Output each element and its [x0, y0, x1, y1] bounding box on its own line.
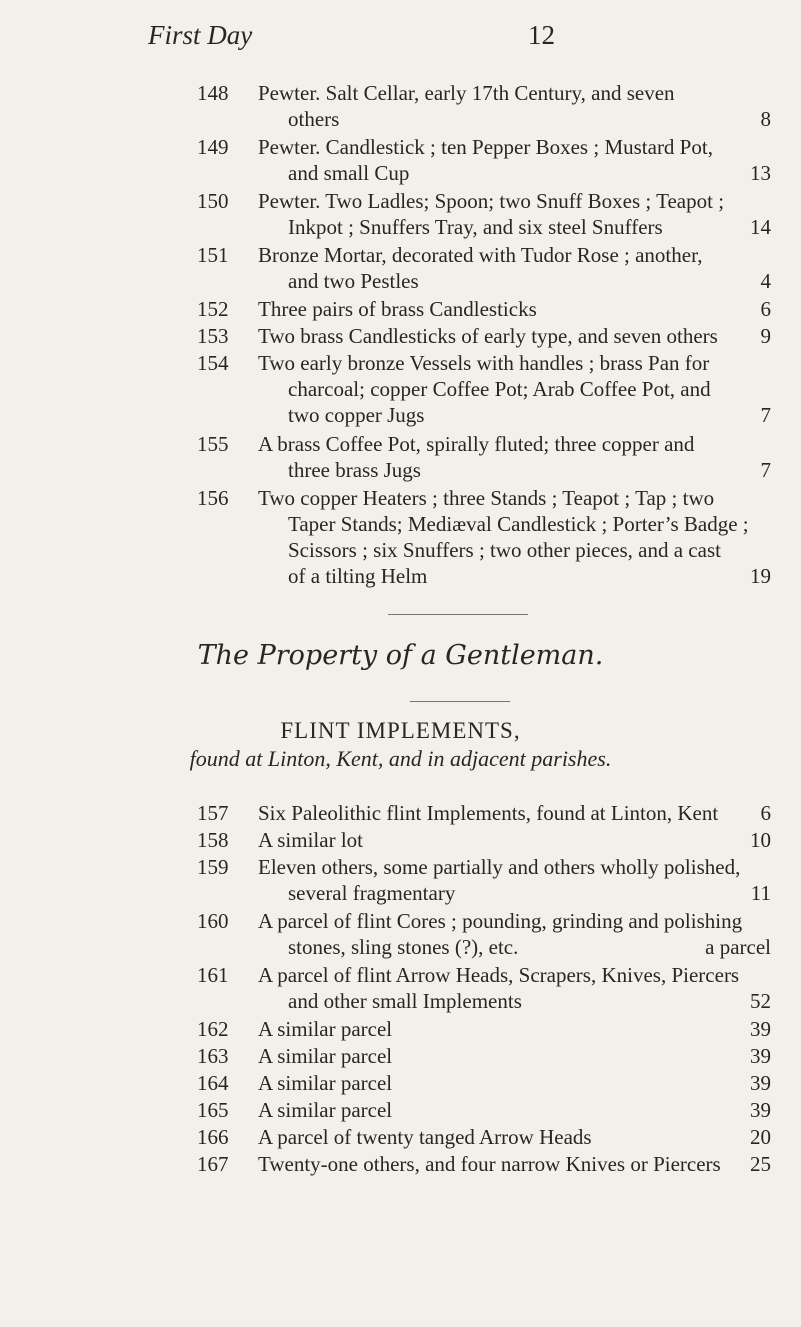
lot-line-text: Bronze Mortar, decorated with Tudor Rose ; another, [258, 243, 703, 267]
lot-line-text: A similar parcel [258, 1017, 393, 1041]
lot-line-text: Two brass Candlesticks of early type, and seven others [258, 324, 718, 348]
lot-description [258, 485, 771, 589]
page-number: 12 [528, 20, 555, 50]
lot-number: 162 [197, 1017, 229, 1041]
lot-line [258, 214, 771, 240]
lot-line-text: and other small Implements [288, 989, 522, 1013]
lot-description [258, 188, 771, 240]
lot-line [258, 80, 771, 106]
lot-line [258, 962, 771, 988]
lot-number: 156 [197, 486, 229, 510]
lot-number: 163 [197, 1044, 229, 1068]
lot-quantity: 6 [760, 297, 771, 321]
lot-number: 161 [197, 963, 229, 987]
lot-line [258, 376, 771, 402]
lot-description [258, 242, 771, 294]
lot-number: 148 [197, 81, 229, 105]
lot-line [258, 511, 771, 537]
lot-number: 153 [197, 324, 229, 348]
lot-line-text: others [288, 107, 340, 131]
lot-line-text: stones, sling stones (?), etc. [288, 935, 519, 959]
lot-line-text: Eleven others, some partially and others wholly polished, [258, 855, 741, 879]
lot-line-text: A parcel of twenty tanged Arrow Heads [258, 1125, 592, 1149]
lot-line [258, 934, 771, 960]
lot-line [258, 563, 771, 589]
lot-quantity: 14 [750, 215, 771, 239]
lot-line-text: Pewter. Two Ladles; Spoon; two Snuff Boxes ; Teapot ; [258, 189, 725, 213]
lot-description [258, 800, 771, 826]
lot-line [258, 1151, 771, 1177]
lot-quantity: 39 [750, 1098, 771, 1122]
lot-quantity: 10 [750, 828, 771, 852]
lot-quantity: 20 [750, 1125, 771, 1149]
lot-line-text: three brass Jugs [288, 458, 421, 482]
lot-line-text: Three pairs of brass Candlesticks [258, 297, 537, 321]
lot-line [258, 323, 771, 349]
lot-line-text: A similar parcel [258, 1044, 393, 1068]
lot-line-text: A parcel of flint Arrow Heads, Scrapers, Knives, Piercers [258, 963, 740, 987]
lot-line-text: of a tilting Helm [288, 564, 428, 588]
lot-line [258, 296, 771, 322]
lot-line-text: A similar lot [258, 828, 363, 852]
lot-description [258, 1070, 771, 1096]
lot-description [258, 1097, 771, 1123]
section-title: The Property of a Gentleman. [197, 640, 604, 671]
lot-line-text: and two Pestles [288, 269, 419, 293]
lot-line-text: Pewter. Salt Cellar, early 17th Century, and seven [258, 81, 675, 105]
lot-number: 159 [197, 855, 229, 879]
lot-line [258, 1124, 771, 1150]
lot-description [258, 431, 771, 483]
lot-quantity: 39 [750, 1044, 771, 1068]
lot-number: 160 [197, 909, 229, 933]
section-heading: FLINT IMPLEMENTS, [280, 718, 521, 743]
lot-number: 167 [197, 1152, 229, 1176]
lot-quantity: 4 [760, 269, 771, 293]
lot-line [258, 106, 771, 132]
lot-line-text: Two early bronze Vessels with handles ; brass Pan for [258, 351, 710, 375]
lot-description [258, 908, 771, 960]
lot-line [258, 160, 771, 186]
lot-quantity: a parcel [705, 935, 771, 959]
lot-line-text: several fragmentary [288, 881, 456, 905]
lot-description [258, 296, 771, 322]
page-header [148, 20, 681, 50]
lot-quantity: 52 [750, 989, 771, 1013]
lot-quantity: 25 [750, 1152, 771, 1176]
lot-number: 164 [197, 1071, 229, 1095]
lot-line [258, 350, 771, 376]
lot-number: 158 [197, 828, 229, 852]
lot-line-text: Pewter. Candlestick ; ten Pepper Boxes ; Mustard Pot, [258, 135, 713, 159]
section-rule-bottom [410, 701, 510, 702]
lot-description [258, 350, 771, 428]
lot-quantity: 7 [760, 403, 771, 427]
lot-description [258, 1151, 771, 1177]
lot-line-text: Taper Stands; Mediæval Candlestick ; Porter’s Badge ; [288, 512, 749, 536]
lot-quantity: 19 [750, 564, 771, 588]
lot-quantity: 8 [760, 107, 771, 131]
lot-description [258, 80, 771, 132]
lot-number: 152 [197, 297, 229, 321]
lot-line [258, 908, 771, 934]
lot-quantity: 11 [750, 881, 771, 905]
lot-line-text: Scissors ; six Snuffers ; two other pieces, and a cast [288, 538, 721, 562]
lot-quantity: 39 [750, 1017, 771, 1041]
section-rule-top [388, 614, 528, 615]
lot-description [258, 1016, 771, 1042]
lot-number: 150 [197, 189, 229, 213]
lot-line [258, 242, 771, 268]
lot-quantity: 13 [750, 161, 771, 185]
lot-line [258, 1043, 771, 1069]
lot-line [258, 485, 771, 511]
running-head: First Day [148, 20, 253, 50]
lot-line [258, 854, 771, 880]
lot-line [258, 134, 771, 160]
lot-line [258, 880, 771, 906]
lot-quantity: 39 [750, 1071, 771, 1095]
lot-line-text: Twenty-one others, and four narrow Knives or Piercers [258, 1152, 721, 1176]
lot-line-text: A similar parcel [258, 1071, 393, 1095]
lot-line [258, 1016, 771, 1042]
lot-line-text: two copper Jugs [288, 403, 425, 427]
lot-line [258, 800, 771, 826]
lot-line-text: A brass Coffee Pot, spirally fluted; three copper and [258, 432, 695, 456]
lot-line-text: charcoal; copper Coffee Pot; Arab Coffee Pot, and [288, 377, 711, 401]
lot-line [258, 988, 771, 1014]
lot-number: 155 [197, 432, 229, 456]
lot-line-text: Six Paleolithic flint Implements, found at Linton, Kent [258, 801, 719, 825]
lot-description [258, 1124, 771, 1150]
lot-line [258, 268, 771, 294]
lot-line-text: and small Cup [288, 161, 410, 185]
lot-number: 157 [197, 801, 229, 825]
lot-line-text: Two copper Heaters ; three Stands ; Teapot ; Tap ; two [258, 486, 715, 510]
lot-description [258, 962, 771, 1014]
lot-line [258, 431, 771, 457]
lot-line [258, 457, 771, 483]
lot-description [258, 134, 771, 186]
lot-line [258, 1097, 771, 1123]
lot-line-text: Inkpot ; Snuffers Tray, and six steel Snuffers [288, 215, 663, 239]
lot-description [258, 1043, 771, 1069]
lot-line-text: A parcel of flint Cores ; pounding, grinding and polishing [258, 909, 743, 933]
lot-number: 166 [197, 1125, 229, 1149]
lot-line-text: A similar parcel [258, 1098, 393, 1122]
lot-number: 149 [197, 135, 229, 159]
lot-line [258, 827, 771, 853]
lot-description [258, 323, 771, 349]
lot-line [258, 402, 771, 428]
lot-line [258, 1070, 771, 1096]
lot-quantity: 6 [760, 801, 771, 825]
lot-description [258, 854, 771, 906]
section-subheading: found at Linton, Kent, and in adjacent parishes. [189, 746, 612, 771]
lot-number: 154 [197, 351, 229, 375]
lot-quantity: 7 [760, 458, 771, 482]
lot-line [258, 537, 771, 563]
lot-number: 165 [197, 1098, 229, 1122]
lot-description [258, 827, 771, 853]
lot-quantity: 9 [760, 324, 771, 348]
lot-number: 151 [197, 243, 229, 267]
lot-line [258, 188, 771, 214]
